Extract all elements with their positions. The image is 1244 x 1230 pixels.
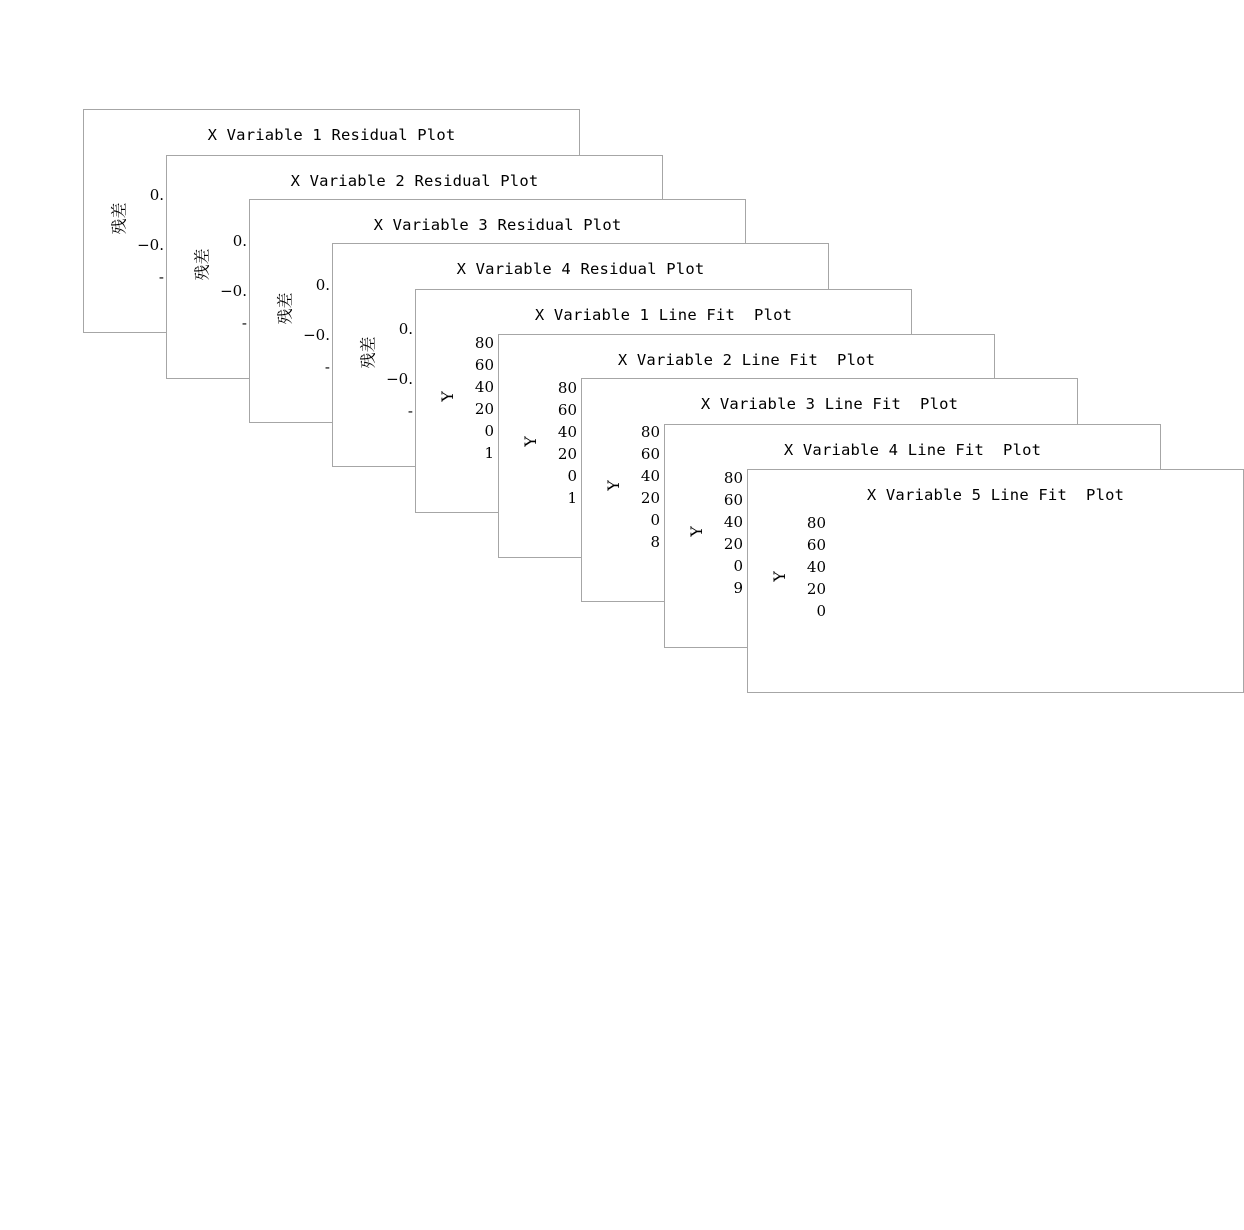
y-axis-label: Y <box>520 436 540 447</box>
y-tick-label: 0 <box>650 511 660 529</box>
chart-title: X Variable 3 Line Fit Plot <box>700 395 959 413</box>
y-tick-label: 80 <box>640 423 660 441</box>
y-tick-label: 20 <box>474 400 494 418</box>
y-tick-label: 80 <box>557 379 577 397</box>
y-tick-label: 60 <box>557 401 577 419</box>
chart-title: X Variable 1 Line Fit Plot <box>534 306 793 324</box>
y-axis-label: 残差 <box>109 202 129 235</box>
y-tick-label: 20 <box>640 489 660 507</box>
y-tick-label: 0. <box>232 232 247 250</box>
y-tick-label: 40 <box>806 558 826 576</box>
y-tick-label: - <box>324 358 330 376</box>
y-tick-label: 80 <box>806 514 826 532</box>
chart-card-9[interactable] <box>747 469 1244 693</box>
y-tick-label: - <box>241 314 247 332</box>
y-tick-label: 1 <box>484 444 494 462</box>
y-axis-label: Y <box>437 391 457 402</box>
y-axis-label: 残差 <box>358 336 378 369</box>
y-tick-label: 1 <box>567 489 577 507</box>
chart-title: X Variable 3 Residual Plot <box>373 216 622 234</box>
y-tick-label: 60 <box>806 536 826 554</box>
y-axis-label: 残差 <box>192 248 212 281</box>
y-tick-label: 0. <box>398 320 413 338</box>
y-tick-label: 0. <box>315 276 330 294</box>
y-tick-label: - <box>407 402 413 420</box>
y-tick-label: −0. <box>137 236 164 254</box>
y-tick-label: 80 <box>474 334 494 352</box>
y-axis-label: Y <box>603 480 623 491</box>
y-tick-label: −0. <box>386 370 413 388</box>
y-tick-label: 40 <box>557 423 577 441</box>
chart-title: X Variable 2 Line Fit Plot <box>617 351 876 369</box>
y-axis-label: 残差 <box>275 292 295 325</box>
y-tick-label: 40 <box>474 378 494 396</box>
y-tick-label: 60 <box>640 445 660 463</box>
y-tick-label: 40 <box>723 513 743 531</box>
chart-title: X Variable 4 Residual Plot <box>456 260 705 278</box>
y-tick-label: 80 <box>723 469 743 487</box>
y-tick-label: 0 <box>816 602 826 620</box>
y-tick-label: 9 <box>733 579 743 597</box>
y-tick-label: 20 <box>557 445 577 463</box>
y-axis-label: Y <box>769 571 789 582</box>
chart-title: X Variable 1 Residual Plot <box>207 126 456 144</box>
y-tick-label: 60 <box>474 356 494 374</box>
y-tick-label: 20 <box>723 535 743 553</box>
y-tick-label: 0. <box>149 186 164 204</box>
y-tick-label: 60 <box>723 491 743 509</box>
y-tick-label: 40 <box>640 467 660 485</box>
chart-title: X Variable 4 Line Fit Plot <box>783 441 1042 459</box>
y-tick-label: −0. <box>303 326 330 344</box>
y-tick-label: −0. <box>220 282 247 300</box>
y-tick-label: 8 <box>650 533 660 551</box>
y-axis-label: Y <box>686 526 706 537</box>
chart-title: X Variable 5 Line Fit Plot <box>866 486 1125 504</box>
y-tick-label: 0 <box>567 467 577 485</box>
chart-title: X Variable 2 Residual Plot <box>290 172 539 190</box>
y-tick-label: 0 <box>733 557 743 575</box>
y-tick-label: 0 <box>484 422 494 440</box>
y-tick-label: 20 <box>806 580 826 598</box>
y-tick-label: - <box>158 268 164 286</box>
